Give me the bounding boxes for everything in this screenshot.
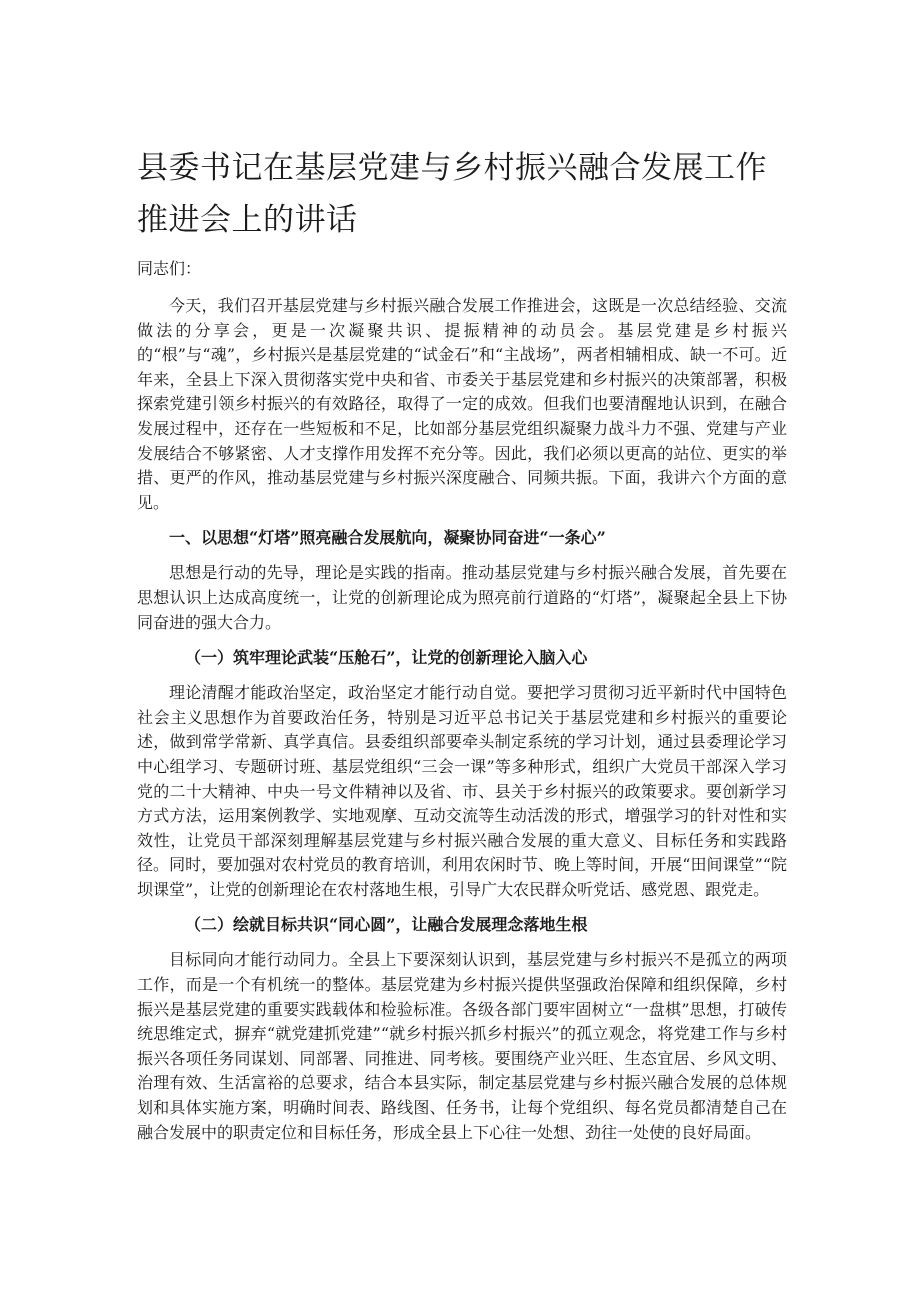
- subsection-1-paragraph: 理论清醒才能政治坚定，政治坚定才能行动自觉。要把学习贯彻习近平新时代中国特色社会主义思想作为首要政治任务，特别是习近平总书记关于基层党建和乡村振兴的重要论述，做到常学常新、真学真信。县委组织部要牵头制定系统的学习计划，通过县委理论学习中心组学习、专题研讨班、基层党组织“三会一课”等多种形式，组织广大党员干部深入学习党的二十大精神、中央一号文件精神以及省、市、县关于乡村振兴的政策要求。要创新学习方式方法，运用案例教学、实地观摩、互动交流等生动活泼的形式，增强学习的针对性和实效性，让党员干部深刻理解基层党建与乡村振兴融合发展的重大意义、目标任务和实践路径。同时，要加强对农村党员的教育培训，利用农闲时节、晚上等时间，开展“田间课堂”“院坝课堂”，让党的创新理论在农村落地生根，引导广大农民群众听党话、感党恩、跟党走。: [137, 683, 787, 899]
- intro-paragraph: 今天，我们召开基层党建与乡村振兴融合发展工作推进会，这既是一次总结经验、交流做法的分享会，更是一次凝聚共识、提振精神的动员会。基层党建是乡村振兴的“根”与“魂”，乡村振兴是基层党建的“试金石”和“主战场”，两者相辅相成、缺一不可。近年来，全县上下深入贯彻落实党中央和省、市委关于基层党建和乡村振兴的决策部署，积极探索党建引领乡村振兴的有效路径，取得了一定的成效。但我们也要清醒地认识到，在融合发展过程中，还存在一些短板和不足，比如部分基层党组织凝聚力战斗力不强、党建与产业发展结合不够紧密、人才支撑作用发挥不充分等。因此，我们必须以更高的站位、更实的举措、更严的作风，推动基层党建与乡村振兴深度融合、同频共振。下面，我讲六个方面的意见。: [137, 296, 787, 512]
- subsection-1-heading: （一）筑牢理论武装“压舱石”，让党的创新理论入脑入心: [185, 648, 588, 668]
- document-title: 县委书记在基层党建与乡村振兴融合发展工作推进会上的讲话: [137, 150, 767, 238]
- section-1-heading: 一、以思想“灯塔”照亮融合发展航向，凝聚协同奋进“一条心”: [169, 528, 606, 548]
- subsection-2-heading: （二）绘就目标共识“同心圆”，让融合发展理念落地生根: [185, 915, 588, 935]
- document-page: [137, 142, 787, 1155]
- section-1-paragraph: 思想是行动的先导，理论是实践的指南。推动基层党建与乡村振兴融合发展，首先要在思想认识上达成高度统一，让党的创新理论成为照亮前行道路的“灯塔”，凝聚起全县上下协同奋进的强大合力。: [137, 563, 787, 632]
- subsection-2-paragraph: 目标同向才能行动同力。全县上下要深刻认识到，基层党建与乡村振兴不是孤立的两项工作，而是一个有机统一的整体。基层党建为乡村振兴提供坚强政治保障和组织保障，乡村振兴是基层党建的重要实践载体和检验标准。各级各部门要牢固树立“一盘棋”思想，打破传统思维定式，摒弃“就党建抓党建”“就乡村振兴抓乡村振兴”的孤立观念，将党建工作与乡村振兴各项任务同谋划、同部署、同推进、同考核。要围绕产业兴旺、生态宜居、乡风文明、治理有效、生活富裕的总要求，结合本县实际，制定基层党建与乡村振兴融合发展的总体规划和具体实施方案，明确时间表、路线图、任务书，让每个党组织、每名党员都清楚自己在融合发展中的职责定位和目标任务，形成全县上下心往一处想、劲往一处使的良好局面。: [137, 950, 787, 1142]
- greeting: 同志们：: [137, 259, 202, 278]
